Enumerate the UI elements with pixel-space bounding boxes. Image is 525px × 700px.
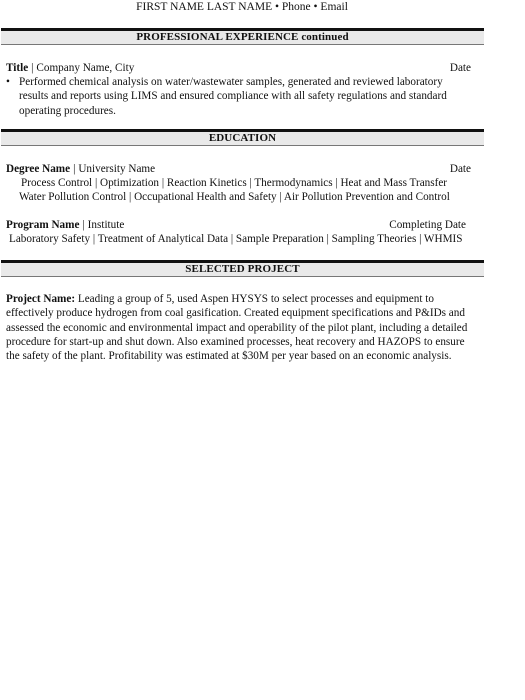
- university-name: University Name: [78, 163, 156, 175]
- project-paragraph: [6, 292, 480, 363]
- institute-name: Institute: [87, 219, 125, 231]
- header-bullet-2: •: [313, 1, 318, 13]
- section-heading-experience: PROFESSIONAL EXPERIENCE continued: [1, 28, 484, 45]
- section-heading-education: EDUCATION: [1, 129, 484, 146]
- header-bullet-1: •: [274, 1, 280, 13]
- experience-description: Performed chemical analysis on water/wastewater samples, generated and reviewed laboratory results and reports using LIMS and ensured compliance with all safety regulations and standard operating procedures.: [19, 76, 447, 117]
- program-date: Completing Date: [389, 219, 466, 231]
- job-title: Title: [6, 62, 29, 74]
- degree-courses-line-1: Process Control | Optimization | Reaction Kinetics | Thermodynamics | Heat and Mass Transfer: [21, 177, 448, 189]
- bullet-marker: •: [6, 76, 10, 88]
- section-heading-project: SELECTED PROJECT: [1, 260, 484, 277]
- company-name: Company Name, City: [36, 62, 135, 74]
- degree-name: Degree Name: [6, 163, 71, 175]
- program-courses-line: Laboratory Safety | Treatment of Analytical Data | Sample Preparation | Sampling Theories | WHMIS: [9, 233, 463, 245]
- degree-separator: |: [73, 163, 76, 175]
- program-row: [6, 218, 471, 232]
- project-label: Project Name:: [6, 293, 76, 305]
- title-separator: |: [31, 62, 34, 74]
- degree-courses-line-2: Water Pollution Control | Occupational Health and Safety | Air Pollution Prevention and Control: [19, 191, 450, 203]
- program-name: Program Name: [6, 219, 80, 231]
- degree-date: Date: [449, 163, 471, 175]
- candidate-name: FIRST NAME LAST NAME: [136, 1, 273, 13]
- project-description: Leading a group of 5, used Aspen HYSYS to select processes and equipment to effectively produce hydrogen from coal gasification. Created equipment specifications and P&IDs and assessed the economic and environmental impact and operability of the pilot plant, including a detailed procedure for start-up and shut down. Also examined processes, heat recovery and HAZOPS to ensure the safety of the plant. Profitability was estimated at $30M per year based on an economic analysis.: [6, 293, 468, 363]
- experience-bullet-item: [6, 75, 472, 118]
- resume-header: [0, 0, 484, 14]
- email-text: Email: [320, 1, 348, 13]
- experience-title-row: [6, 61, 471, 75]
- degree-row: [6, 162, 471, 176]
- phone-text: Phone: [281, 1, 311, 13]
- program-separator: |: [82, 219, 85, 231]
- experience-date: Date: [449, 62, 471, 74]
